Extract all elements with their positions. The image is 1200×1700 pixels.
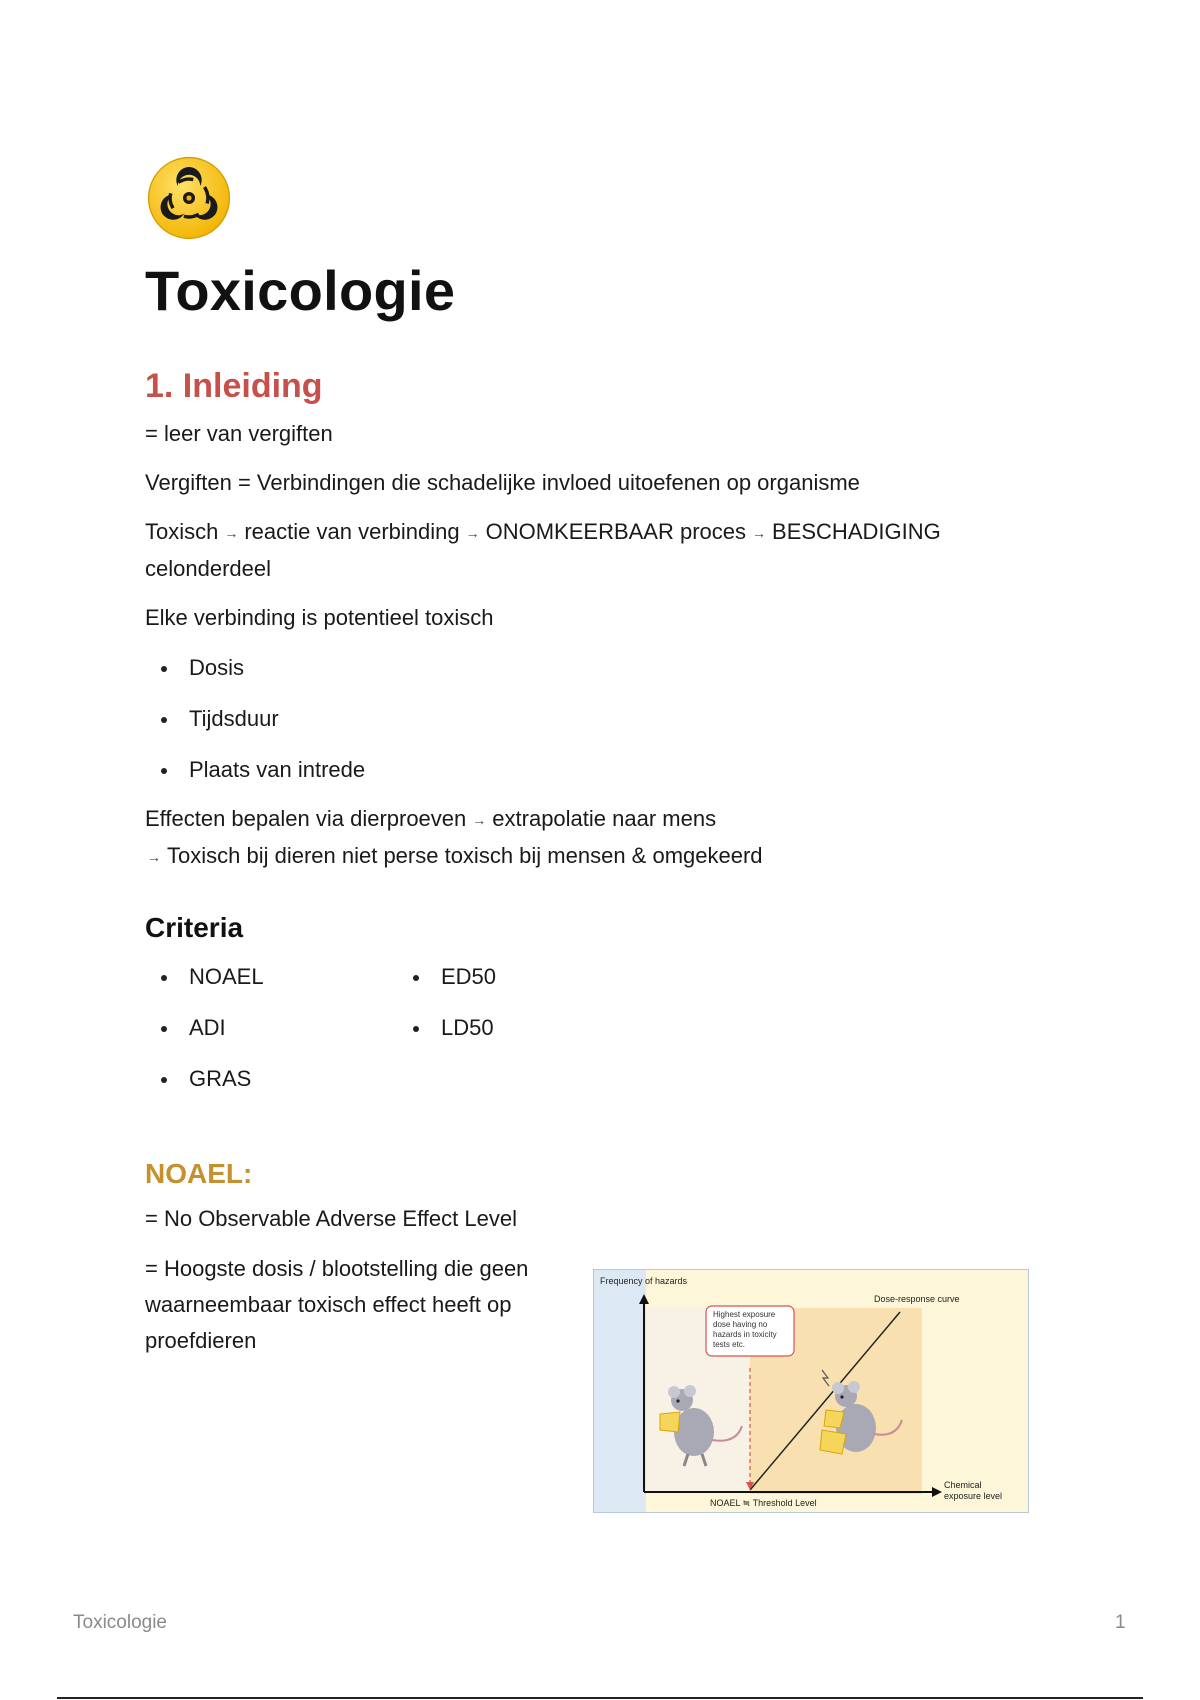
list-item: Tijdsduur	[145, 701, 1065, 737]
toxisch-part: BESCHADIGING celonderdeel	[145, 519, 941, 582]
curve-label: Dose-response curve	[874, 1293, 960, 1304]
list-item: ED50	[397, 959, 496, 995]
criteria-lists	[145, 959, 1065, 1129]
x-axis-label: Chemical	[944, 1479, 982, 1490]
biohazard-icon	[146, 155, 232, 241]
noael-heading: NOAEL:	[145, 1157, 253, 1189]
vergiften-text: Vergiften = Verbindingen die schadelijke invloed uitoefenen op organisme	[145, 470, 860, 496]
effecten-part: extrapolatie naar mens	[492, 806, 717, 832]
list-item: NOAEL	[145, 959, 264, 995]
effecten-part: Effecten bepalen via dierproeven	[145, 806, 467, 832]
list-item: LD50	[397, 1010, 496, 1046]
definition-text: = leer van vergiften	[145, 421, 333, 447]
toxisch-part: reactie van verbinding	[244, 519, 460, 545]
noael-definition: = No Observable Adverse Effect Level	[145, 1205, 517, 1231]
noael-description: = Hoogste dosis / blootstelling die geen waarneembaar toxisch effect heeft op proefdieren	[145, 1255, 529, 1353]
arrow-right-icon: →	[147, 849, 161, 866]
elke-text: Elke verbinding is potentieel toxisch	[145, 605, 494, 631]
section-heading-inleiding: 1. Inleiding	[145, 366, 323, 405]
list-item: GRAS	[145, 1061, 264, 1097]
criteria-list-left	[145, 959, 264, 1112]
page-title: Toxicologie	[145, 259, 456, 322]
y-axis-label: Frequency of hazards	[600, 1275, 688, 1286]
callout-line: hazards in toxicity	[713, 1329, 777, 1339]
arrow-right-icon: →	[224, 525, 239, 542]
toxisch-part: ONOMKEERBAAR proces	[485, 519, 747, 545]
effecten-part: Toxisch bij dieren niet perse toxisch bij mensen & omgekeerd	[167, 843, 763, 869]
callout-line: Highest exposure	[713, 1309, 776, 1319]
dose-response-diagram	[594, 1270, 1028, 1512]
noael-figure	[593, 1269, 1029, 1513]
criteria-heading: Criteria	[145, 912, 244, 944]
footer-doc-name: Toxicologie	[73, 1612, 167, 1633]
effecten-text	[145, 801, 1065, 875]
toxisch-text	[145, 514, 1065, 587]
callout-line: dose having no	[713, 1319, 768, 1329]
footer-page-number: 1	[1115, 1612, 1126, 1633]
list-item: ADI	[145, 1010, 264, 1046]
criteria-list-right	[397, 959, 496, 1061]
x-axis-label: exposure level	[944, 1490, 1003, 1501]
callout-line: tests etc.	[713, 1339, 746, 1349]
toxisch-part: Toxisch	[145, 519, 219, 545]
arrow-right-icon: →	[465, 525, 480, 542]
factor-list	[145, 650, 1065, 788]
list-item: Dosis	[145, 650, 1065, 686]
noael-row	[145, 1251, 1065, 1531]
threshold-label: NOAEL ≒ Threshold Level	[710, 1497, 817, 1508]
list-item: Plaats van intrede	[145, 752, 1065, 788]
page-content	[145, 155, 1065, 1531]
arrow-right-icon: →	[472, 812, 487, 829]
arrow-right-icon: →	[752, 525, 767, 542]
page-divider	[57, 1697, 1143, 1699]
